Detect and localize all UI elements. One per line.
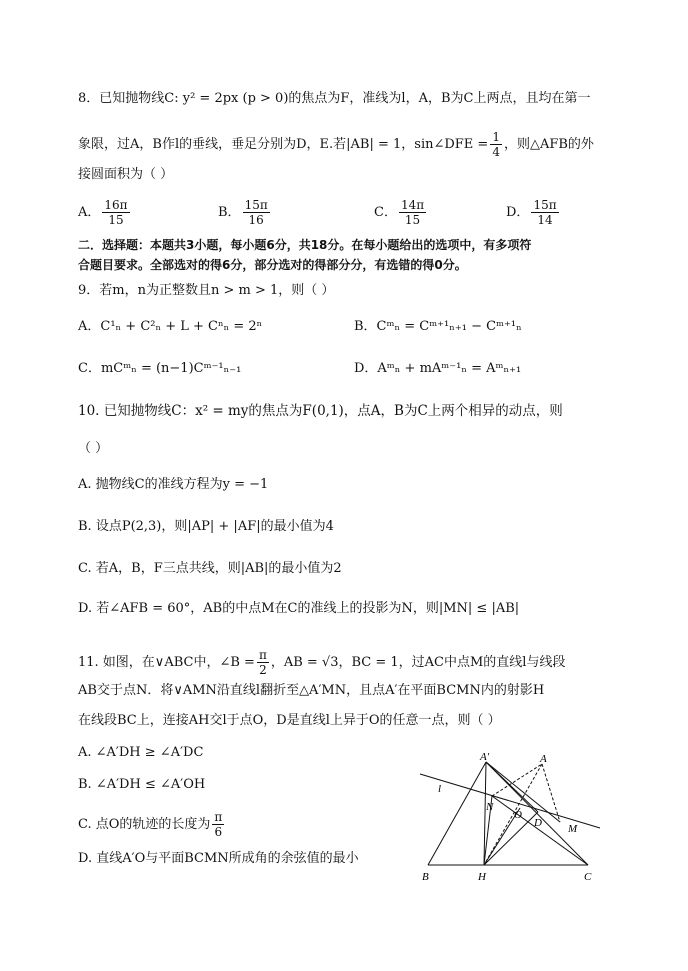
q10-option-d: D. 若∠AFB = 60°，AB的中点M在C的准线上的投影为N，则|MN| ≤ |AB| xyxy=(78,601,520,616)
q10-option-a: A. 抛物线C的准线方程为y = −1 xyxy=(78,477,269,492)
label-b: B xyxy=(422,871,429,883)
q9-option-c: C．mCᵐₙ = (n−1)Cᵐ⁻¹ₙ₋₁ xyxy=(78,361,242,376)
label-h: H xyxy=(478,871,486,883)
q10-option-b: B. 设点P(2,3)，则|AP| + |AF|的最小值为4 xyxy=(78,519,334,534)
label-n: N xyxy=(486,801,494,813)
label-c: C xyxy=(584,871,592,883)
q8-line3: 接圆面积为（ ） xyxy=(78,167,174,182)
segment-aprime-d xyxy=(486,762,538,812)
q11-option-b: B. ∠A′DH ≤ ∠A′OH xyxy=(78,777,206,792)
q9-option-d: D．Aᵐₙ + mAᵐ⁻¹ₙ = Aᵐₙ₊₁ xyxy=(354,361,522,376)
segment-a-h-dashed xyxy=(484,764,542,865)
q8-fraction: $\frac{1}{4}$ xyxy=(492,130,500,159)
q11-line3: 在线段BC上，连接AH交l于点O，D是直线l上异于O的任意一点，则（ ） xyxy=(78,713,501,728)
label-l: l xyxy=(438,783,442,795)
q11-line2: AB交于点N．将∨AMN沿直线l翻折至△A′MN，且点A′在平面BCMN内的射影H xyxy=(78,683,545,698)
label-m: M xyxy=(568,823,578,835)
q8-option-c: C． $\frac{14\pi}{15}$ xyxy=(374,198,425,227)
segment-h-d xyxy=(484,812,538,865)
q10-stem-line2: （ ） xyxy=(78,441,109,456)
label-a: A xyxy=(540,753,547,765)
q11-figure xyxy=(410,752,610,887)
label-o: O xyxy=(514,809,522,821)
section2-line2: 合题目要求。全部选对的得6分，部分选对的得部分分，有选错的得0分。 xyxy=(78,258,467,272)
q9-stem: 9．若m，n为正整数且n > m > 1，则（ ） xyxy=(78,283,335,298)
q8-option-b: B． $\frac{15\pi}{16}$ xyxy=(218,198,268,227)
q10-stem-line1: 10. 已知抛物线C：x² = my的焦点为F(0,1)，点A，B为C上两个相异的动点，则 xyxy=(78,403,563,419)
q11-option-d: D. 直线A′O与平面BCMN所成角的余弦值的最小 xyxy=(78,851,359,866)
section2-line1: 二．选择题：本题共3小题，每小题6分，共18分。在每小题给出的选项中，有多项符 xyxy=(78,238,532,252)
q8-option-d: D． $\frac{15\pi}{14}$ xyxy=(506,198,557,227)
label-d: D xyxy=(534,817,542,829)
q10-option-c: C. 若A，B，F三点共线，则|AB|的最小值为2 xyxy=(78,561,342,576)
q11-line1: 11. 如图，在∨ABC中，∠B = $\frac{\pi}{2}$ ，AB = √3，BC = 1，过AC中点M的直线l与线段 xyxy=(78,648,566,677)
q9-option-a: A．C¹ₙ + C²ₙ + L + Cⁿₙ = 2ⁿ xyxy=(78,319,263,334)
segment-b-aprime xyxy=(428,762,486,865)
q8-option-a: A． $\frac{16\pi}{15}$ xyxy=(78,198,128,227)
q8-line1: 8．已知抛物线C: y² = 2px (p > 0)的焦点为F，准线为l，A，B为C上两点，且均在第一 xyxy=(78,91,591,106)
label-a-prime: A′ xyxy=(480,752,490,763)
q11-option-a: A. ∠A′DH ≥ ∠A′DC xyxy=(78,745,204,760)
q8-line2: 象限，过A，B作l的垂线，垂足分别为D，E.若|AB| = 1，sin∠DFE = $\frac{1}{4}$ ，则△AFB的外 xyxy=(78,130,594,159)
q11-option-c: C. 点O的轨迹的长度为 $\frac{\pi}{6}$ xyxy=(78,810,223,839)
q9-option-b: B．Cᵐₙ = Cᵐ⁺¹ₙ₊₁ − Cᵐ⁺¹ₙ xyxy=(354,319,522,334)
